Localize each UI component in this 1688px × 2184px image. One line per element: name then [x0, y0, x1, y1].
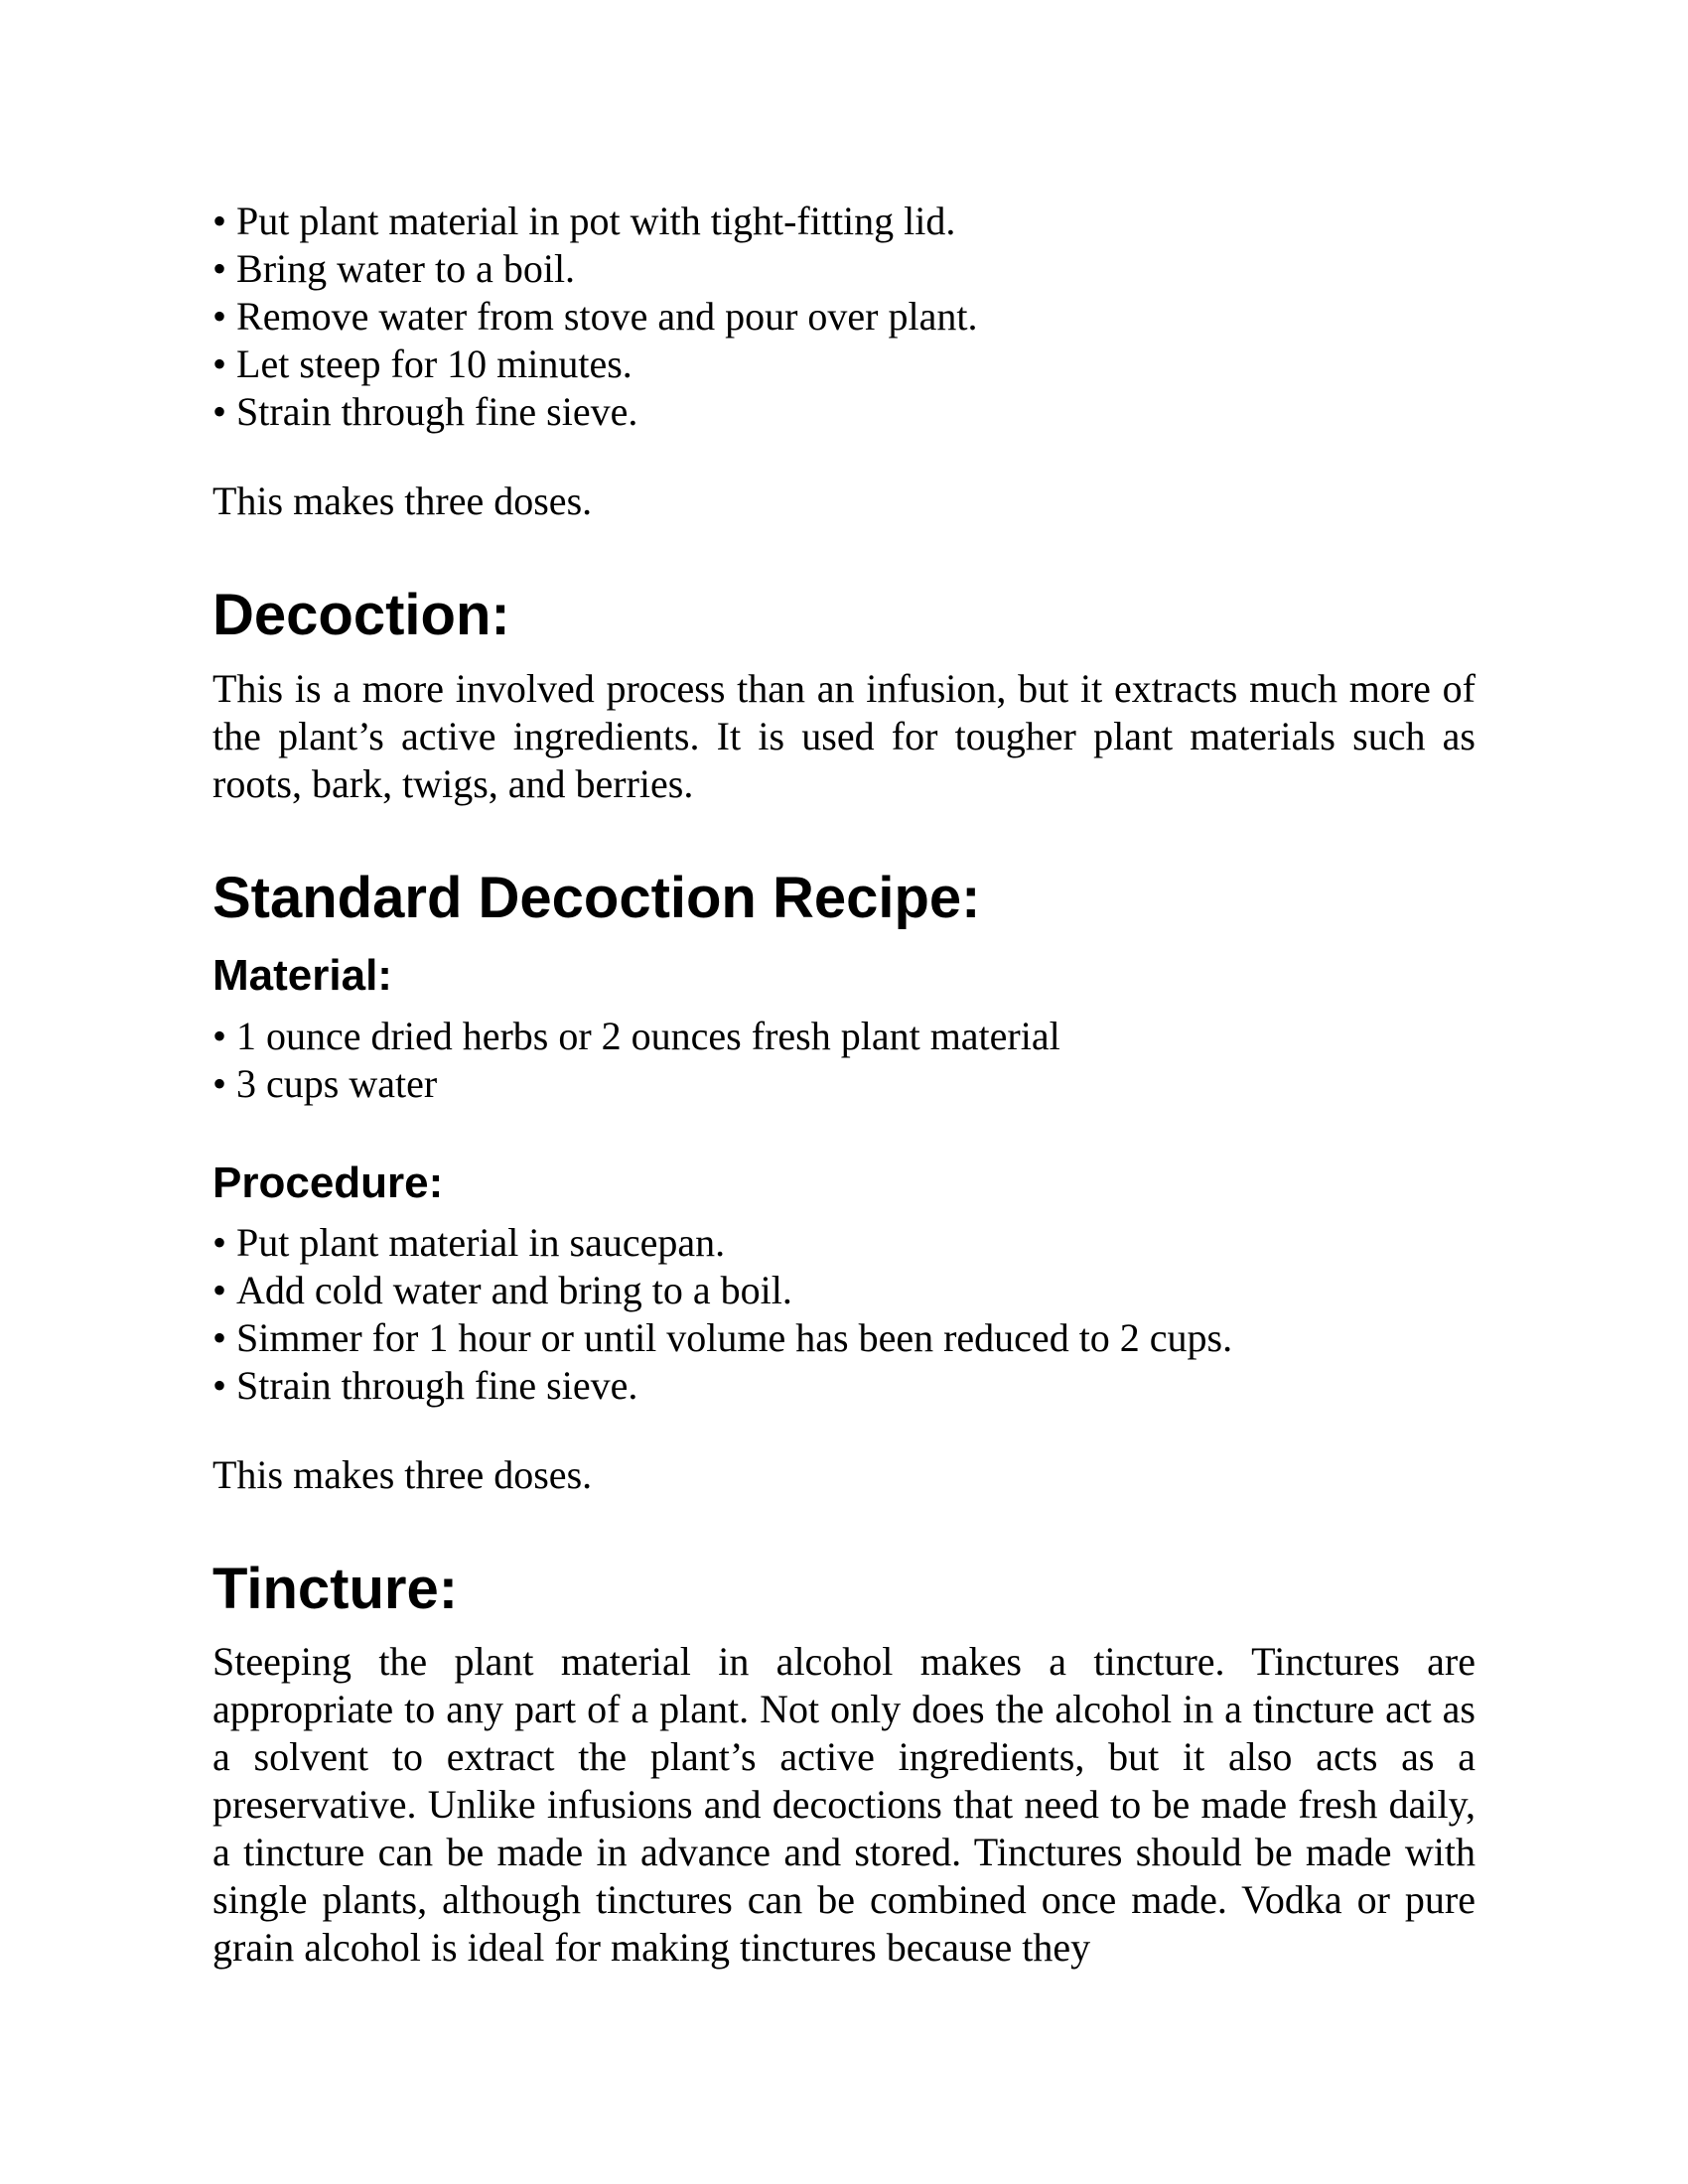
infusion-yield-text: This makes three doses.	[212, 478, 593, 523]
list-item: • Put plant material in saucepan.	[212, 1219, 1476, 1267]
list-item: • Let steep for 10 minutes.	[212, 341, 1476, 388]
list-item: • Strain through fine sieve.	[212, 388, 1476, 436]
tincture-paragraph: Steeping the plant material in alcohol makes a tincture. Tinctures are appropriate to any part of a plant. Not only does the alcohol in a tincture act as a solvent to extract the plant’s active ingredients, but it also acts as a preservative. Unlike infusions and decoctions that need to be made fresh daily, a tincture can be made in advance and stored. Tinctures should be made with single plants, although tinctures can be combined once made. Vodka or pure grain alcohol is ideal for making tinctures because they	[212, 1639, 1476, 1970]
decoction-yield-text: This makes three doses.	[212, 1452, 593, 1497]
list-item: • Simmer for 1 hour or until volume has been reduced to 2 cups.	[212, 1314, 1476, 1362]
list-item: • 1 ounce dried herbs or 2 ounces fresh plant material	[212, 1013, 1476, 1060]
standard-decoction-heading: Standard Decoction Recipe:	[212, 866, 981, 930]
materials-list	[212, 1013, 1476, 1108]
list-item: • Bring water to a boil.	[212, 245, 1476, 293]
infusion-steps-list	[212, 198, 1476, 436]
list-item: • Add cold water and bring to a boil.	[212, 1267, 1476, 1314]
decoction-heading: Decoction:	[212, 583, 510, 647]
procedure-list	[212, 1219, 1476, 1410]
list-item: • Strain through fine sieve.	[212, 1362, 1476, 1410]
list-item: • 3 cups water	[212, 1060, 1476, 1108]
material-heading: Material:	[212, 951, 392, 1000]
list-item: • Remove water from stove and pour over plant.	[212, 293, 1476, 341]
tincture-heading: Tincture:	[212, 1557, 459, 1621]
procedure-heading: Procedure:	[212, 1159, 444, 1207]
list-item: • Put plant material in pot with tight-fitting lid.	[212, 198, 1476, 245]
decoction-paragraph: This is a more involved process than an infusion, but it extracts much more of the plant’s active ingredients. It is used for tougher plant materials such as roots, bark, twigs, and berries.	[212, 666, 1476, 806]
